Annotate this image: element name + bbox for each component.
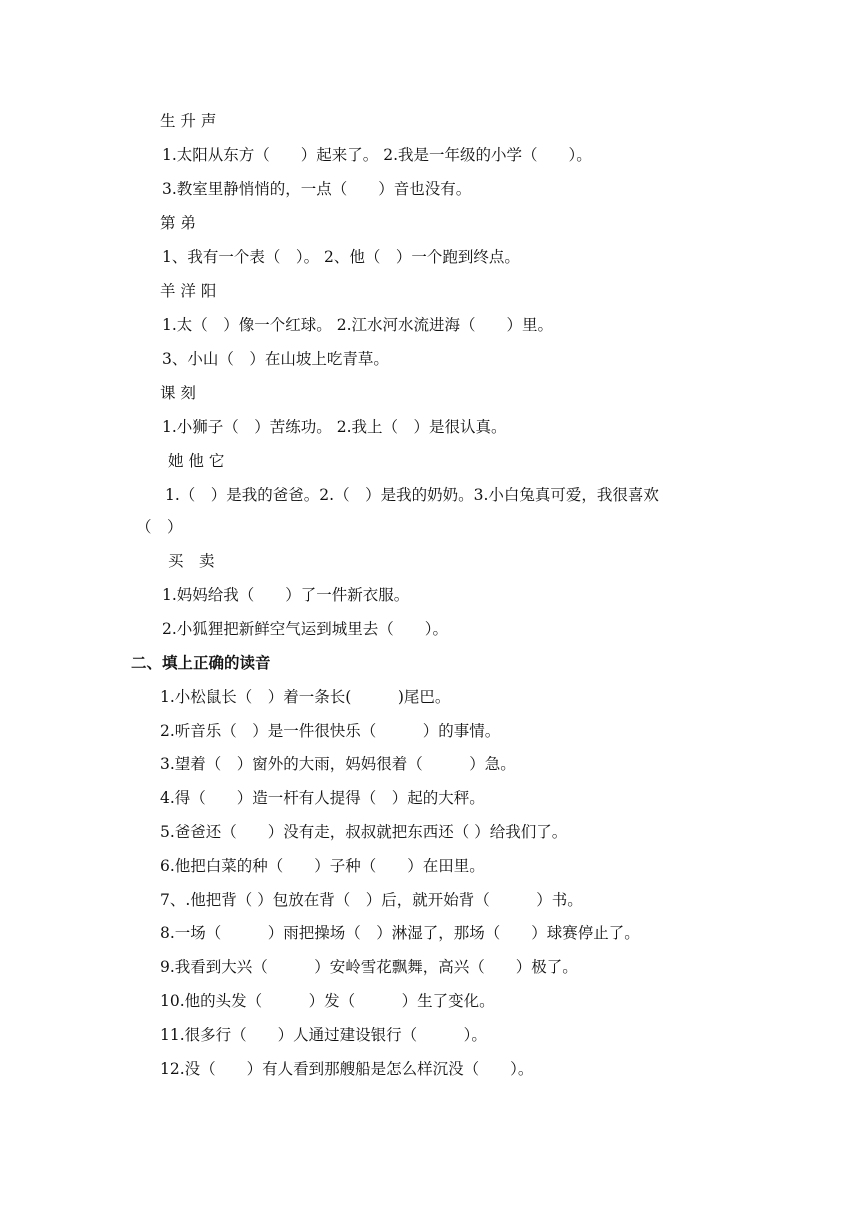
choice-words-4: 课 刻 (160, 384, 196, 402)
reading-item: 1.小松鼠长（ ）着一条长( )尾巴。 (160, 688, 451, 706)
reading-item: 11.很多行（ ）人通过建设银行（ ）。 (160, 1026, 487, 1044)
choice-words-6: 买 卖 (168, 552, 215, 570)
exercise-line-wrap: （ ） (136, 518, 183, 536)
exercise-line: 3.教室里静悄悄的，一点（ ）音也没有。 (162, 180, 472, 198)
reading-item: 9.我看到大兴（ ）安岭雪花飘舞，高兴（ ）极了。 (160, 958, 578, 976)
reading-item: 4.得（ ）造一杆有人提得（ ）起的大秤。 (160, 789, 485, 807)
exercise-line: 1.小狮子（ ）苦练功。 2.我上（ ）是很认真。 (162, 418, 507, 436)
reading-item: 6.他把白菜的种（ ）子种（ ）在田里。 (160, 857, 485, 875)
choice-words-5: 她 他 它 (168, 452, 225, 470)
choice-words-1: 生 升 声 (160, 112, 217, 130)
reading-item: 7、.他把背（ ）包放在背（ ）后，就开始背（ ）书。 (160, 891, 583, 909)
exercise-line: 1.（ ）是我的爸爸。2.（ ）是我的奶奶。3.小白兔真可爱，我很喜欢 (165, 486, 659, 504)
reading-item: 8.一场（ ）雨把操场（ ）淋湿了，那场（ ）球赛停止了。 (160, 924, 640, 942)
section-heading: 二、填上正确的读音 (131, 654, 271, 672)
reading-item: 12.没（ ）有人看到那艘船是怎么样沉没（ ）。 (160, 1060, 534, 1078)
exercise-line: 2.小狐狸把新鲜空气运到城里去（ ）。 (162, 620, 449, 638)
exercise-line: 3、小山（ ）在山坡上吃青草。 (162, 350, 389, 368)
reading-item: 2.听音乐（ ）是一件很快乐（ ）的事情。 (160, 722, 501, 740)
exercise-line: 1.妈妈给我（ ）了一件新衣服。 (162, 586, 410, 604)
reading-item: 5.爸爸还（ ）没有走，叔叔就把东西还（ ）给我们了。 (160, 823, 568, 841)
exercise-line: 1.太阳从东方（ ）起来了。 2.我是一年级的小学（ ）。 (162, 146, 592, 164)
reading-item: 10.他的头发（ ）发（ ）生了变化。 (160, 992, 495, 1010)
choice-words-3: 羊 洋 阳 (160, 282, 217, 300)
exercise-line: 1、我有一个表（ ）。 2、他（ ）一个跑到终点。 (162, 248, 520, 266)
exercise-line: 1.太（ ）像一个红球。 2.江水河水流进海（ ）里。 (162, 316, 554, 334)
choice-words-2: 第 弟 (160, 214, 196, 232)
reading-item: 3.望着（ ）窗外的大雨，妈妈很着（ ）急。 (160, 755, 516, 773)
